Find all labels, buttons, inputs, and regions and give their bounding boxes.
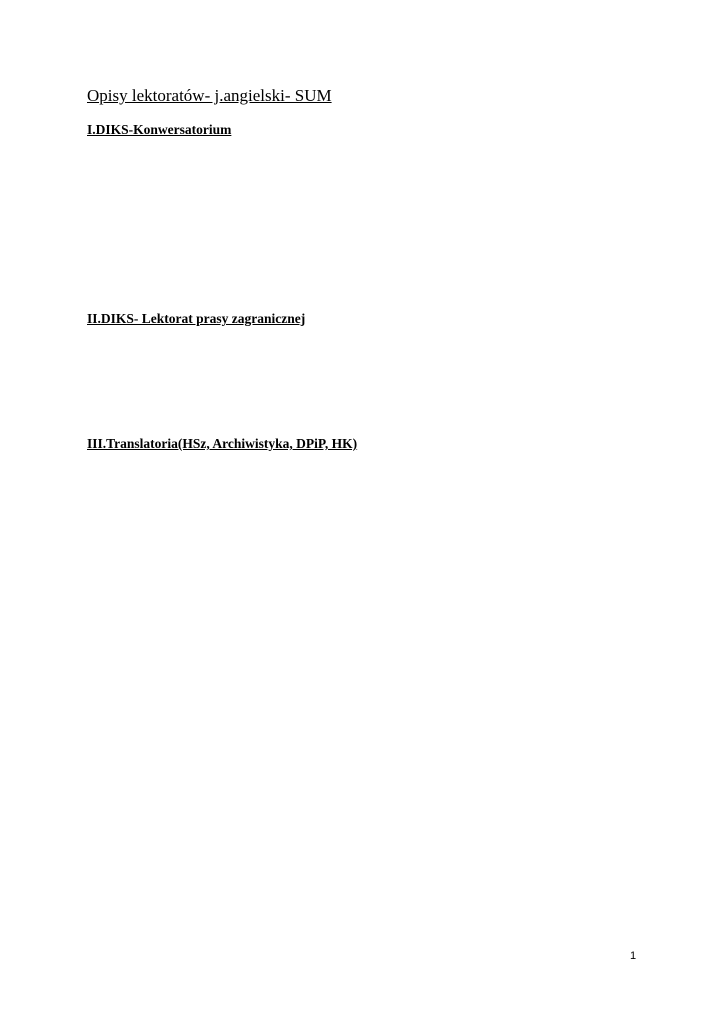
section-heading-1: I.DIKS-Konwersatorium (87, 122, 232, 137)
document-title: Opisy lektoratów- j.angielski- SUM (87, 86, 332, 105)
page-number: 1 (630, 950, 637, 962)
section-heading-2: II.DIKS- Lektorat prasy zagranicznej (87, 311, 306, 326)
section-heading-3: III.Translatoria(HSz, Archiwistyka, DPiP, HK) (87, 436, 358, 451)
